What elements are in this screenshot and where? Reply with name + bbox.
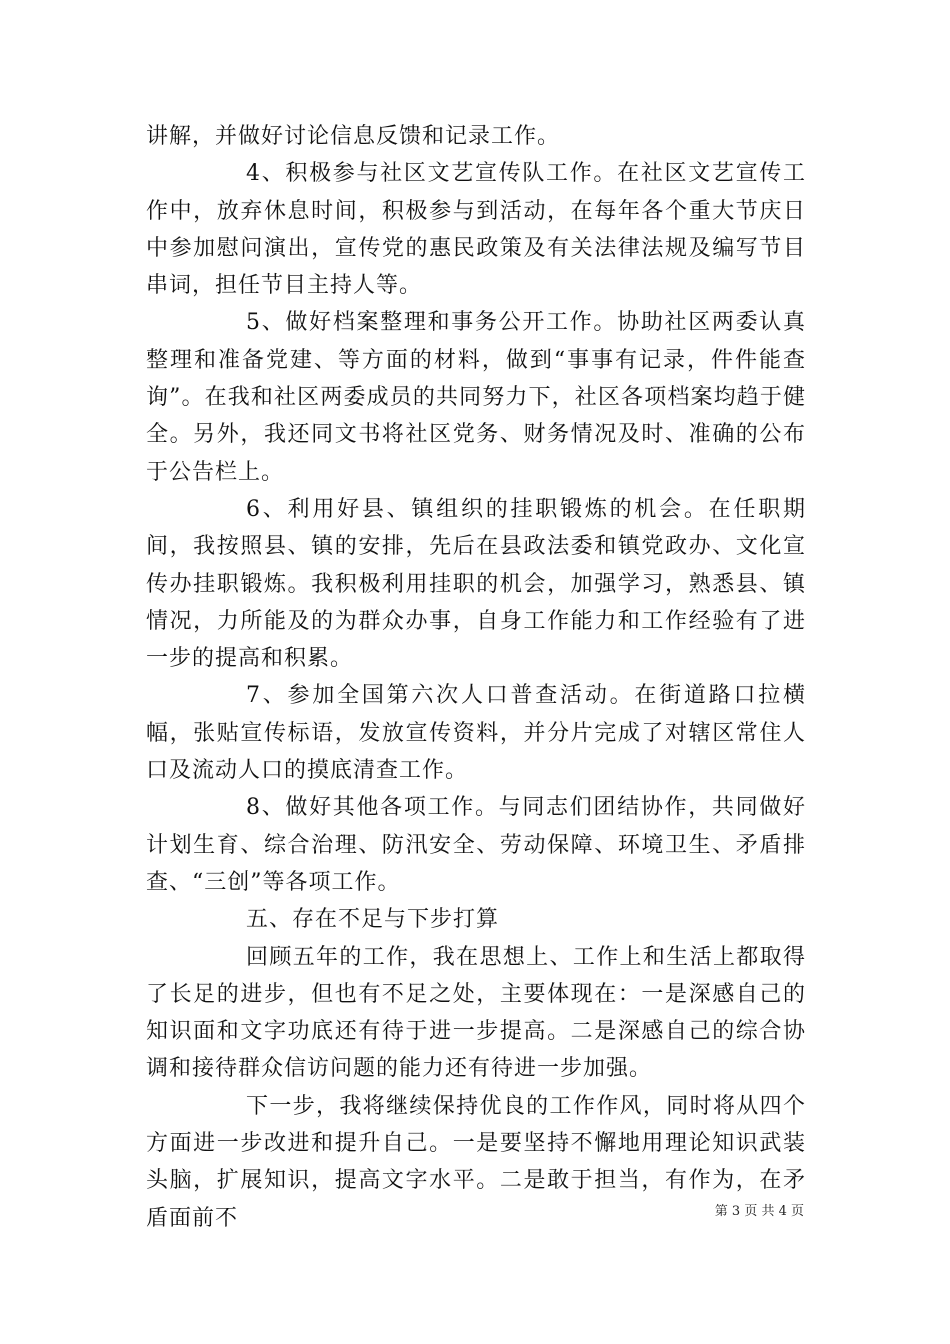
paragraph-item-4: 4、积极参与社区文艺宣传队工作。在社区文艺宣传工作中，放弃休息时间，积极参与到活动，在每年各个重大节庆日中参加慰问演出，宣传党的惠民政策及有关法律法规及编写节目串词，担任节目主持人等。 bbox=[146, 161, 806, 299]
paragraph-continuation: 讲解，并做好讨论信息反馈和记录工作。 bbox=[146, 124, 561, 149]
paragraph-review: 回顾五年的工作，我在思想上、工作上和生活上都取得了长足的进步，但也有不足之处，主要体现在：一是深感自己的知识面和文字功底还有待于进一步提高。二是深感自己的综合协调和接待群众信访问题的能力还有待进一步加强。 bbox=[146, 944, 806, 1082]
paragraph-item-8: 8、做好其他各项工作。与同志们团结协作，共同做好计划生育、综合治理、防汛安全、劳动保障、环境卫生、矛盾排查、“三创”等各项工作。 bbox=[146, 795, 806, 895]
page-number: 第 3 页 共 4 页 bbox=[714, 1204, 804, 1219]
section-heading: 五、存在不足与下步打算 bbox=[246, 907, 500, 933]
paragraph-item-7: 7、参加全国第六次人口普查活动。在街道路口拉横幅，张贴宣传标语，发放宣传资料，并分片完成了对辖区常住人口及流动人口的摸底清查工作。 bbox=[146, 683, 806, 784]
paragraph-item-5: 5、做好档案整理和事务公开工作。协助社区两委认真整理和准备党建、等方面的材料，做到“事事有记录，件件能查询”。在我和社区两委成员的共同努力下，社区各项档案均趋于健全。另外，我还同文书将社区党务、财务情况及时、准确的公布于公告栏上。 bbox=[146, 310, 806, 485]
paragraph-next-steps: 下一步，我将继续保持优良的工作作风，同时将从四个方面进一步改进和提升自己。一是要坚持不懈地用理论知识武装头脑，扩展知识，提高文字水平。二是敢于担当，有作为，在矛盾面前不 bbox=[146, 1093, 806, 1231]
paragraph-item-6: 6、利用好县、镇组织的挂职锻炼的机会。在任职期间，我按照县、镇的安排，先后在县政法委和镇党政办、文化宣传办挂职锻炼。我积极利用挂职的机会，加强学习，熟悉县、镇情况，力所能及的为群众办事，自身工作能力和工作经验有了进一步的提高和积累。 bbox=[146, 496, 806, 672]
document-body bbox=[146, 118, 806, 1237]
